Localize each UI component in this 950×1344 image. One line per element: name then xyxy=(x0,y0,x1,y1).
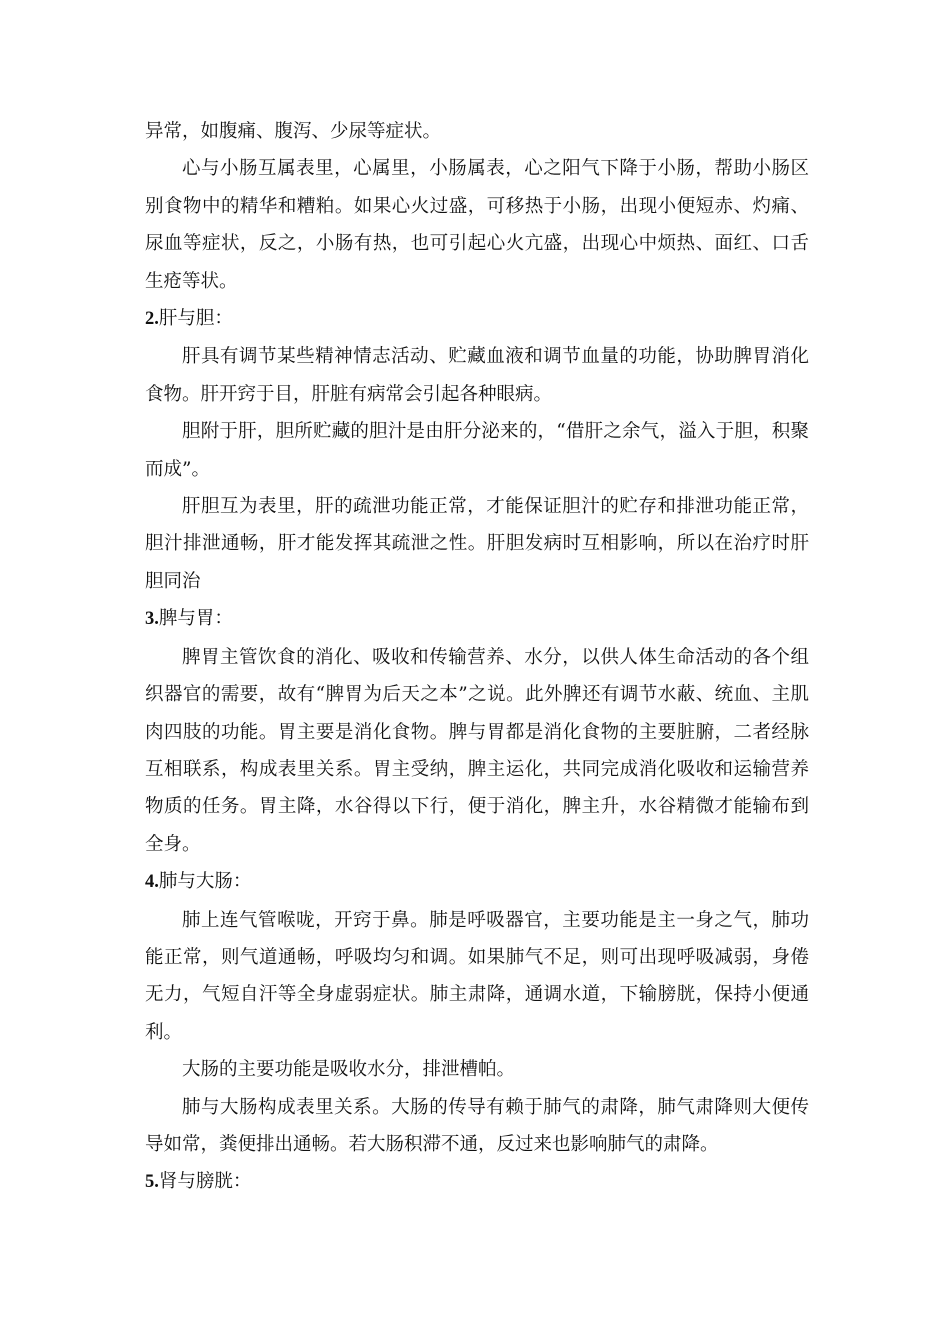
paragraph-lung: 肺上连气管喉咙，开窍于鼻。肺是呼吸器官，主要功能是主一身之气，肺功能正常，则气道通畅，呼吸均匀和调。如果肺气不足，则可出现呼吸减弱，身倦无力，气短自汗等全身虚弱症状。肺主肃降，通调水道，下输膀胱，保持小便通利。 xyxy=(145,909,809,1043)
paragraph-spleen-stomach: 脾胃主管饮食的消化、吸收和传输营养、水分，以供人体生命活动的各个组织器官的需要，故有“脾胃为后天之本”之说。此外脾还有调节水蔽、统血、主肌肉四肢的功能。胃主要是消化食物。脾与胃都是消化食物的主要脏腑，二者经脉互相联系，构成表里关系。胃主受纳，脾主运化，共同完成消化吸收和运输营养物质的任务。胃主降，水谷得以下行，便于消化，脾主升，水谷精微才能输布到全身。 xyxy=(145,646,809,855)
paragraph-liver-gallbladder-relation: 肝胆互为表里，肝的疏泄功能正常，才能保证胆汁的贮存和排泄功能正常，胆汁排泄通畅，肝才能发挥其疏泄之性。肝胆发病时互相影响，所以在治疗时肝胆同治 xyxy=(145,496,809,592)
section-number: 4. xyxy=(145,872,159,893)
paragraph-liver: 肝具有调节某些精神情志活动、贮藏血液和调节血量的功能，协助脾胃消化食物。肝开窍于目，肝脏有病常会引起各种眼病。 xyxy=(145,346,809,405)
document-page xyxy=(145,113,809,1202)
section-number: 2. xyxy=(145,309,159,330)
section-title: 肾与膀胱： xyxy=(158,1171,252,1193)
paragraph-heart-small-intestine: 心与小肠互属表里，心属里，小肠属表，心之阳气下降于小肠，帮助小肠区别食物中的精华和糟粕。如果心火过盛，可移热于小肠，出现小便短赤、灼痛、尿血等症状，反之，小肠有热，也可引起心火亢盛，出现心中烦热、面红、口舌生疮等状。 xyxy=(145,158,809,292)
section-title: 肺与大肠： xyxy=(158,871,252,893)
paragraph-continuation: 异常，如腹痛、腹泻、少尿等症状。 xyxy=(145,121,442,142)
section-heading-lung-large-intestine xyxy=(145,863,809,901)
paragraph-lung-large-intestine-relation: 肺与大肠构成表里关系。大肠的传导有赖于肺气的肃降，肺气肃降则大便传导如常，粪便排出通畅。若大肠积滞不通，反过来也影响肺气的肃降。 xyxy=(145,1096,809,1155)
paragraph-large-intestine: 大肠的主要功能是吸收水分，排泄槽帕。 xyxy=(182,1059,516,1081)
section-number: 5. xyxy=(145,1172,159,1193)
section-heading-kidney-bladder xyxy=(145,1163,809,1201)
paragraph-gallbladder: 胆附于肝，胆所贮藏的胆汁是由肝分泌来的，“借肝之余气，溢入于胆，积聚而成”。 xyxy=(145,421,809,480)
section-title: 脾与胃： xyxy=(158,608,233,630)
section-heading-spleen-stomach xyxy=(145,600,809,638)
section-title: 肝与胆： xyxy=(158,308,233,330)
section-number: 3. xyxy=(145,609,159,630)
section-heading-liver-gallbladder xyxy=(145,300,809,338)
